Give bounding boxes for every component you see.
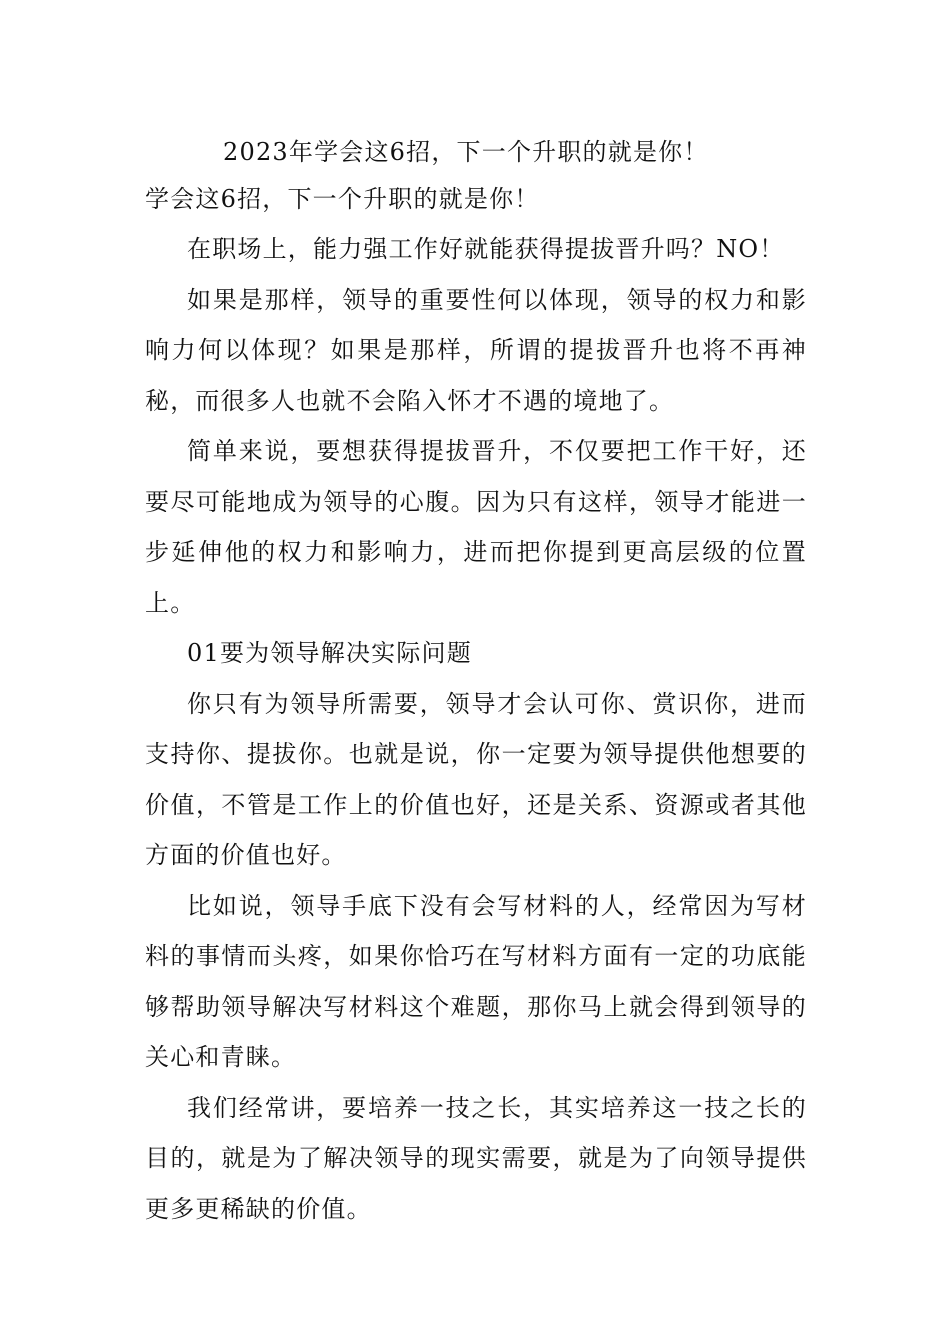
- paragraph: 比如说，领导手底下没有会写材料的人，经常因为写材料的事情而头疼，如果你恰巧在写材料方面有一定的功底能够帮助领导解决写材料这个难题，那你马上就会得到领导的关心和青睐。: [145, 891, 807, 1071]
- paragraph: 你只有为领导所需要，领导才会认可你、赏识你，进而支持你、提拔你。也就是说，你一定要为领导提供他想要的价值，不管是工作上的价值也好，还是关系、资源或者其他方面的价值也好。: [145, 689, 807, 869]
- paragraph: 如果是那样，领导的重要性何以体现，领导的权力和影响力何以体现？如果是那样，所谓的提拔晋升也将不再神秘，而很多人也就不会陷入怀才不遇的境地了。: [145, 285, 807, 415]
- paragraph: 在职场上，能力强工作好就能获得提拔晋升吗？NO！: [187, 235, 785, 263]
- document-subtitle: 学会这6招，下一个升职的就是你！: [145, 184, 540, 213]
- document-body: [145, 127, 807, 1234]
- section-heading: 01要为领导解决实际问题: [187, 639, 472, 667]
- paragraph: 我们经常讲，要培养一技之长，其实培养这一技之长的目的，就是为了解决领导的现实需要，就是为了向领导提供更多更稀缺的价值。: [145, 1093, 807, 1223]
- document-title: 2023年学会这6招，下一个升职的就是你！: [223, 138, 709, 166]
- paragraph: 简单来说，要想获得提拔晋升，不仅要把工作干好，还要尽可能地成为领导的心腹。因为只有这样，领导才能进一步延伸他的权力和影响力，进而把你提到更高层级的位置上。: [145, 437, 807, 617]
